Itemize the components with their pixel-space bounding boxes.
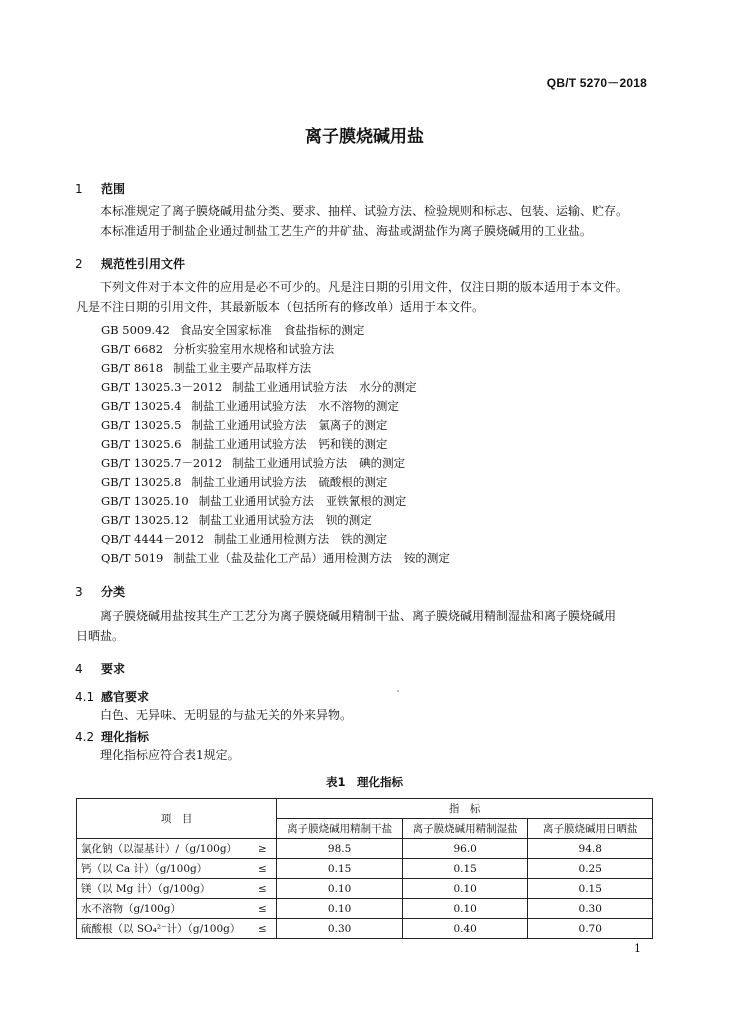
reference-topic: 铁的测定 bbox=[341, 532, 388, 546]
reference-code: QB/T 5019 bbox=[101, 551, 164, 565]
spec-table bbox=[76, 798, 653, 939]
row-item: 氯化钠（以湿基计）/（g/100g） bbox=[77, 839, 249, 859]
reference-item bbox=[101, 417, 387, 433]
section-title: 规范性引用文件 bbox=[101, 257, 186, 271]
reference-topic: 钙和镁的测定 bbox=[318, 437, 388, 451]
table-row bbox=[77, 859, 653, 879]
reference-name: 食品安全国家标准 bbox=[179, 323, 272, 337]
section-2-heading bbox=[75, 255, 185, 272]
cell-value: 0.70 bbox=[528, 919, 653, 939]
reference-name: 制盐工业通用检测方法 bbox=[214, 532, 330, 546]
row-item: 钙（以 Ca 计）（g/100g） bbox=[77, 859, 249, 879]
item-header: 项 目 bbox=[77, 799, 277, 839]
cell-value: 98.5 bbox=[277, 839, 403, 859]
reference-item bbox=[101, 360, 323, 376]
row-item: 水不溶物（g/100g） bbox=[77, 899, 249, 919]
reference-code: GB/T 13025.4 bbox=[101, 399, 182, 413]
reference-code: GB/T 13025.12 bbox=[101, 513, 189, 527]
reference-name: 制盐工业通用试验方法 bbox=[191, 437, 307, 451]
reference-item bbox=[101, 493, 406, 509]
section-title: 要求 bbox=[101, 662, 126, 676]
group-header: 指 标 bbox=[277, 799, 653, 819]
reference-name: 制盐工业（盐及盐化工产品）通用检测方法 bbox=[173, 551, 392, 565]
row-operator: ≤ bbox=[248, 919, 276, 939]
reference-item bbox=[101, 398, 399, 414]
section-3-heading bbox=[75, 583, 125, 600]
document-title: 离子膜烧碱用盐 bbox=[305, 127, 424, 147]
reference-item bbox=[101, 379, 417, 395]
section-1-paragraph-1: 本标准规定了离子膜烧碱用盐分类、要求、抽样、试验方法、检验规则和标志、包装、运输、贮存。 bbox=[100, 204, 629, 218]
cell-value: 0.15 bbox=[277, 859, 403, 879]
row-operator: ≤ bbox=[248, 899, 276, 919]
section-3-paragraph-2: 日晒盐。 bbox=[76, 629, 125, 643]
reference-item bbox=[101, 474, 387, 490]
reference-code: GB/T 13025.5 bbox=[101, 418, 182, 432]
reference-name: 制盐工业通用试验方法 bbox=[198, 513, 314, 527]
cell-value: 0.15 bbox=[402, 859, 528, 879]
reference-topic: 氯离子的测定 bbox=[318, 418, 388, 432]
reference-name: 制盐工业主要产品取样方法 bbox=[173, 361, 312, 375]
table-row bbox=[77, 899, 653, 919]
reference-topic: 水不溶物的测定 bbox=[318, 399, 399, 413]
row-operator: ≤ bbox=[248, 859, 276, 879]
cell-value: 0.10 bbox=[402, 879, 528, 899]
section-title: 分类 bbox=[101, 585, 126, 599]
reference-topic: 水分的测定 bbox=[359, 380, 417, 394]
reference-topic: 碘的测定 bbox=[359, 456, 406, 470]
reference-item bbox=[101, 512, 372, 528]
cell-value: 0.40 bbox=[402, 919, 528, 939]
reference-item bbox=[101, 436, 387, 452]
section-number: 4.2 bbox=[75, 730, 95, 744]
table-row bbox=[77, 919, 653, 939]
reference-code: QB/T 4444－2012 bbox=[101, 532, 205, 546]
cell-value: 0.30 bbox=[277, 919, 403, 939]
row-operator: ≥ bbox=[248, 839, 276, 859]
standard-code: QB/T 5270－2018 bbox=[546, 76, 647, 90]
reference-item bbox=[101, 531, 387, 547]
reference-name: 制盐工业通用试验方法 bbox=[191, 475, 307, 489]
section-title: 理化指标 bbox=[101, 730, 150, 744]
column-header: 离子膜烧碱用日晒盐 bbox=[528, 819, 653, 839]
table-caption: 表1 理化指标 bbox=[325, 775, 403, 789]
section-number: 3 bbox=[75, 585, 83, 599]
column-header: 离子膜烧碱用精制湿盐 bbox=[402, 819, 528, 839]
cell-value: 0.30 bbox=[528, 899, 653, 919]
section-1-paragraph-2: 本标准适用于制盐企业通过制盐工艺生产的井矿盐、海盐或湖盐作为离子膜烧碱用的工业盐。 bbox=[100, 224, 593, 238]
table-header-row bbox=[77, 799, 653, 819]
row-operator: ≤ bbox=[248, 879, 276, 899]
cell-value: 0.10 bbox=[402, 899, 528, 919]
section-1-heading bbox=[75, 180, 125, 197]
reference-code: GB/T 13025.8 bbox=[101, 475, 182, 489]
section-title: 范围 bbox=[101, 182, 126, 196]
reference-topic: 硫酸根的测定 bbox=[318, 475, 388, 489]
reference-code: GB 5009.42 bbox=[101, 323, 170, 337]
section-2-paragraph-2: 凡是不注日期的引用文件，其最新版本（包括所有的修改单）适用于本文件。 bbox=[76, 300, 485, 314]
section-4-2-text: 理化指标应符合表1规定。 bbox=[100, 748, 240, 762]
section-number: 1 bbox=[75, 182, 83, 196]
reference-name: 制盐工业通用试验方法 bbox=[232, 456, 348, 470]
section-number: 4 bbox=[75, 662, 83, 676]
reference-topic: 食盐指标的测定 bbox=[283, 323, 365, 337]
reference-code: GB/T 13025.7－2012 bbox=[101, 456, 223, 470]
table-row bbox=[77, 879, 653, 899]
reference-topic: 亚铁氰根的测定 bbox=[325, 494, 407, 508]
reference-code: GB/T 8618 bbox=[101, 361, 164, 375]
section-4-heading bbox=[75, 660, 125, 677]
reference-name: 制盐工业通用试验方法 bbox=[198, 494, 314, 508]
reference-item bbox=[101, 550, 450, 566]
section-4-1-heading bbox=[75, 688, 149, 705]
section-number: 4.1 bbox=[75, 690, 95, 704]
reference-name: 制盐工业通用试验方法 bbox=[191, 418, 307, 432]
reference-item bbox=[101, 322, 364, 338]
cell-value: 0.25 bbox=[528, 859, 653, 879]
section-4-1-text: 白色、无异味、无明显的与盐无关的外来异物。 bbox=[100, 708, 353, 722]
reference-code: GB/T 13025.10 bbox=[101, 494, 189, 508]
cell-value: 0.10 bbox=[277, 899, 403, 919]
cell-value: 0.10 bbox=[277, 879, 403, 899]
section-3-paragraph-1: 离子膜烧碱用盐按其生产工艺分为离子膜烧碱用精制干盐、离子膜烧碱用精制湿盐和离子膜烧碱用 bbox=[100, 609, 617, 623]
table-row bbox=[77, 839, 653, 859]
reference-topic: 钡的测定 bbox=[325, 513, 372, 527]
section-4-2-heading bbox=[75, 728, 149, 745]
reference-name: 制盐工业通用试验方法 bbox=[232, 380, 348, 394]
column-header: 离子膜烧碱用精制干盐 bbox=[277, 819, 403, 839]
row-item: 硫酸根（以 SO₄²⁻计）（g/100g） bbox=[77, 919, 249, 939]
reference-code: GB/T 6682 bbox=[101, 342, 164, 356]
reference-item bbox=[101, 341, 346, 357]
reference-name: 制盐工业通用试验方法 bbox=[191, 399, 307, 413]
section-title: 感官要求 bbox=[101, 690, 150, 704]
scan-artifact bbox=[397, 690, 399, 692]
reference-item bbox=[101, 455, 405, 471]
reference-topic: 铵的测定 bbox=[403, 551, 450, 565]
cell-value: 96.0 bbox=[402, 839, 528, 859]
page-number: 1 bbox=[634, 942, 641, 955]
reference-code: GB/T 13025.3－2012 bbox=[101, 380, 223, 394]
section-number: 2 bbox=[75, 257, 83, 271]
cell-value: 0.15 bbox=[528, 879, 653, 899]
cell-value: 94.8 bbox=[528, 839, 653, 859]
section-2-paragraph-1: 下列文件对于本文件的应用是必不可少的。凡是注日期的引用文件，仅注日期的版本适用于本文件。 bbox=[100, 280, 629, 294]
reference-code: GB/T 13025.6 bbox=[101, 437, 182, 451]
reference-name: 分析实验室用水规格和试验方法 bbox=[173, 342, 335, 356]
row-item: 镁（以 Mg 计）（g/100g） bbox=[77, 879, 249, 899]
